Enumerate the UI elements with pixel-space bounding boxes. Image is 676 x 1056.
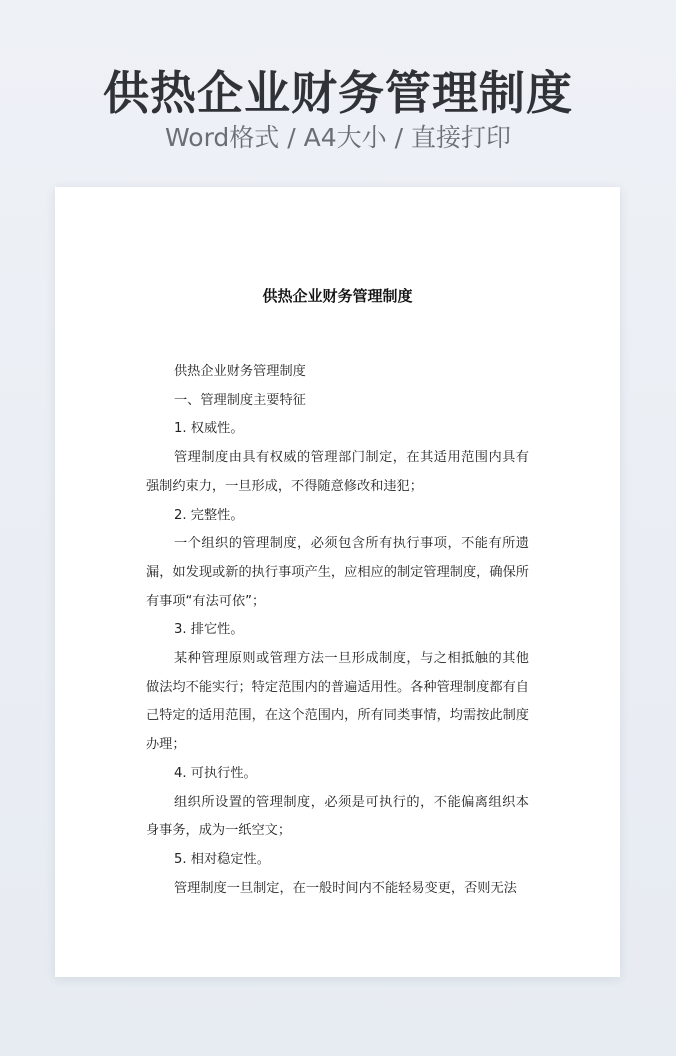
document-page [55,187,620,977]
paragraph-doc-name: 供热企业财务管理制度 [174,364,306,379]
item-heading-exclusivity: 3. 排它性。 [174,622,244,638]
item-heading-authority: 1. 权威性。 [174,421,244,437]
document-body [146,358,529,903]
item-heading-stability: 5. 相对稳定性。 [174,851,270,867]
paragraph-completeness: 一个组织的管理制度，必须包含所有执行事项，不能有所遗漏，如发现或新的执行事项产生，应相应的制定管理制度，确保所有事项“有法可依”； [146,536,529,609]
banner-title: 供热企业财务管理制度 [103,66,573,120]
banner-subtitle: Word格式 / A4大小 / 直接打印 [165,123,511,152]
item-heading-completeness: 2. 完整性。 [174,507,244,523]
paragraph-authority: 管理制度由具有权威的管理部门制定，在其适用范围内具有强制约束力，一旦形成，不得随意修改和违犯； [146,450,529,494]
paragraph-exclusivity: 某种管理原则或管理方法一旦形成制度，与之相抵触的其他做法均不能实行；特定范围内的普遍适用性。各种管理制度都有自己特定的适用范围，在这个范围内，所有同类事情，均需按此制度办理； [146,651,529,753]
section-heading: 一、管理制度主要特征 [174,392,306,408]
paragraph-executability: 组织所设置的管理制度，必须是可执行的，不能偏离组织本身事务，成为一纸空文； [146,794,529,839]
paragraph-stability: 管理制度一旦制定，在一般时间内不能轻易变更，否则无法 [174,880,517,896]
document-title: 供热企业财务管理制度 [262,287,413,305]
item-heading-executability: 4. 可执行性。 [174,765,257,781]
